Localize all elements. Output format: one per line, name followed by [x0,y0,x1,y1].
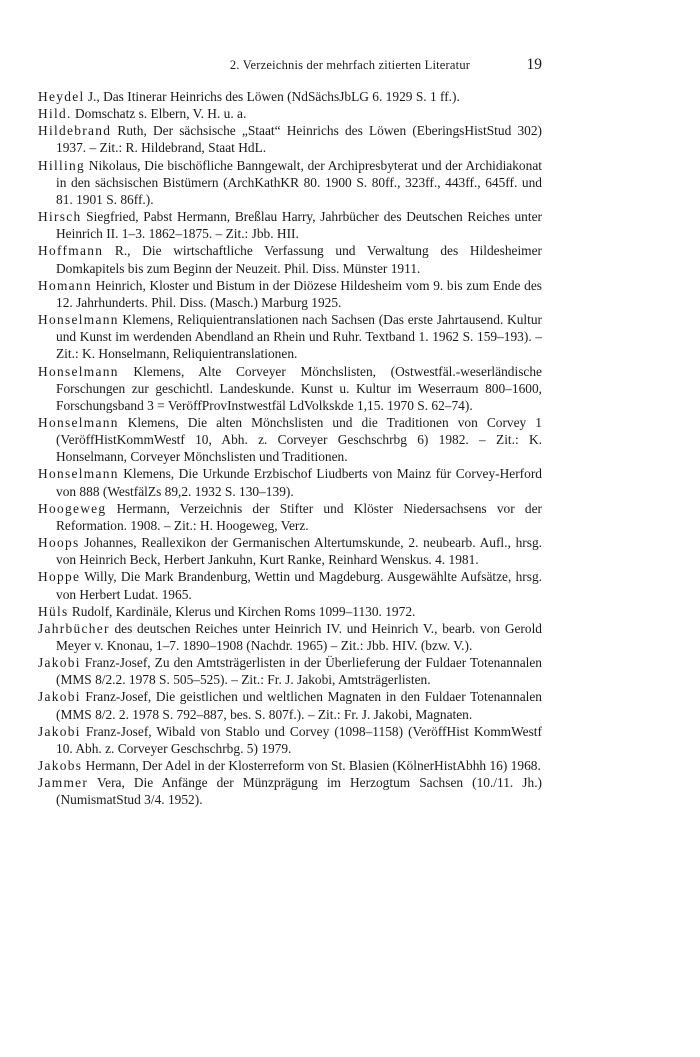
entry-text: R., Die wirtschaftliche Verfassung und Verwaltung des Hildesheimer Domkapitels bis zum Beginn der Neuzeit. Phil. Diss. Münster 1911. [56,243,542,276]
bibliography-entry [38,208,542,242]
entry-author: Hoops [38,535,80,551]
bibliography-entry [38,157,542,208]
bibliography-entry [38,568,542,602]
entry-text: Hermann, Verzeichnis der Stifter und Klöster Niedersachsens vor der Reformation. 1908. – Zit.: H. Hoogeweg, Verz. [56,500,542,533]
entry-text: Klemens, Alte Corveyer Mönchslisten, (Ostwestfäl.-weserländische Forschungen zur geschichtl. Landeskunde. Kunst u. Kultur im Weserraum 800–1600, Forschungsband 3 = VeröffProvInstwestfäl LdVolkskde 1,15. 1970 S. 62–74). [56,363,542,413]
bibliography-entry [38,242,542,276]
bibliography-entry [38,723,542,757]
entry-author: Hoffmann [38,243,104,259]
entry-author: Honselmann [38,466,119,482]
entry-text: Domschatz s. Elbern, V. H. u. a. [71,106,247,122]
entry-author: Jakobi [38,723,81,739]
entry-author: Hüls [38,603,69,619]
entry-author: Jakobi [38,689,81,705]
entry-author: Jammer [38,775,89,791]
bibliography-entry [38,774,542,808]
entry-text: Franz-Josef, Die geistlichen und weltlichen Magnaten in den Fuldaer Totenannalen (MMS 8/2. 2. 1978 S. 792–887, bes. S. 807f.). – Zit.: Fr. J. Jakobi, Magnaten. [56,689,542,722]
bibliography-entry [38,105,542,122]
entry-author: Jakobs [38,758,83,774]
entry-text: Franz-Josef, Zu den Amtsträgerlisten in der Überlieferung der Fuldaer Totenannalen (MMS 8/2.2. 1978 S. 505–525). – Zit.: Fr. J. Jakobi, Amtsträgerlisten. [56,655,542,688]
bibliography-entry [38,88,542,105]
entry-author: Hirsch [38,209,82,225]
entry-author: Hilling [38,157,86,173]
bibliography-entry [38,465,542,499]
entry-text: Nikolaus, Die bischöfliche Banngewalt, der Archipresbyterat und der Archidiakonat in den sächsischen Bistümern (ArchKathKR 80. 1900 S. 80ff., 323ff., 443ff., 645ff. und 81. 1901 S. 86ff.). [56,157,542,207]
entry-author: Jahrbücher [38,620,110,636]
entry-text: Johannes, Reallexikon der Germanischen Altertumskunde, 2. neubearb. Aufl., hrsg. von Heinrich Beck, Herbert Jankuhn, Kurt Ranke, Reinhard Wenskus. 4. 1981. [56,535,542,568]
entry-author: Honselmann [38,363,119,379]
bibliography-entry [38,122,542,156]
entry-author: Homann [38,277,92,293]
entry-author: Hildebrand [38,123,112,139]
entry-text: Hermann, Der Adel in der Klosterreform von St. Blasien (KölnerHistAbhh 16) 1968. [82,758,541,774]
bibliography-entry [38,654,542,688]
bibliography-entry [38,757,542,774]
bibliography-entry [38,534,542,568]
entry-text: Heinrich, Kloster und Bistum in der Diözese Hildesheim vom 9. bis zum Ende des 12. Jahrhunderts. Phil. Diss. (Masch.) Marburg 1925. [56,277,542,310]
bibliography-entry [38,363,542,414]
bibliography-entry [38,688,542,722]
bibliography-entry [38,603,542,620]
entry-text: J., Das Itinerar Heinrichs des Löwen (NdSächsJbLG 6. 1929 S. 1 ff.). [84,89,460,104]
entry-text: Willy, Die Mark Brandenburg, Wettin und Magdeburg. Ausgewählte Aufsätze, hrsg. von Herbert Ludat. 1965. [56,569,542,602]
entry-text: Klemens, Die Urkunde Erzbischof Liudberts von Mainz für Corvey-Herford von 888 (WestfälZs 89,2. 1932 S. 130–139). [56,466,542,499]
entry-text: Klemens, Reliquientranslationen nach Sachsen (Das erste Jahrtausend. Kultur und Kunst im werdenden Abendland an Rhein und Ruhr. Textband 1. 1962 S. 159–193). – Zit.: K. Honselmann, Reliquientranslationen. [56,312,542,362]
entry-text: Klemens, Die alten Mönchslisten und die Traditionen von Corvey 1 (VeröffHistKommWestf 10, Abh. z. Corveyer Geschschrbg 6) 1982. – Zit.: K. Honselmann, Corveyer Mönchslisten und Traditionen. [56,414,542,465]
entry-text: Rudolf, Kardinäle, Klerus und Kirchen Roms 1099–1130. 1972. [68,603,416,619]
entry-text: Franz-Josef, Wibald von Stablo und Corvey (1098–1158) (VeröffHist KommWestf 10. Abh. z. Corveyer Geschschrbg. 5) 1979. [56,723,542,756]
entry-author: Hoppe [38,569,81,585]
bibliography-list [38,88,542,809]
entry-author: Heydel [38,89,85,104]
running-title: 2. Verzeichnis der mehrfach zitierten Literatur [229,58,471,72]
bibliography-entry [38,311,542,362]
entry-author: Jakobi [38,655,81,671]
entry-text: Ruth, Der sächsische „Staat“ Heinrichs des Löwen (EberingsHistStud 302) 1937. – Zit.: R. Hildebrand, Staat HdL. [56,123,542,156]
bibliography-entry [38,500,542,534]
page-header [0,56,700,78]
page-number: 19 [526,56,542,73]
entry-author: Hoogeweg [38,500,107,516]
bibliography-entry [38,277,542,311]
entry-author: Honselmann [38,312,119,328]
entry-text: des deutschen Reiches unter Heinrich IV. und Heinrich V., bearb. von Gerold Meyer v. Knonau, 1–7. 1890–1908 (Nachdr. 1965) – Zit.: Jbb. HIV. (bzw. V.). [56,620,542,653]
entry-text: Siegfried, Pabst Hermann, Breßlau Harry, Jahrbücher des Deutschen Reiches unter Heinrich II. 1–3. 1862–1875. – Zit.: Jbb. HII. [56,209,542,242]
entry-author: Honselmann [38,414,119,430]
entry-text: Vera, Die Anfänge der Münzprägung im Herzogtum Sachsen (10./11. Jh.) (NumismatStud 3/4. 1952). [56,775,542,808]
bibliography-entry [38,620,542,654]
bibliography-entry [38,414,542,465]
entry-author: Hild. [38,106,72,122]
